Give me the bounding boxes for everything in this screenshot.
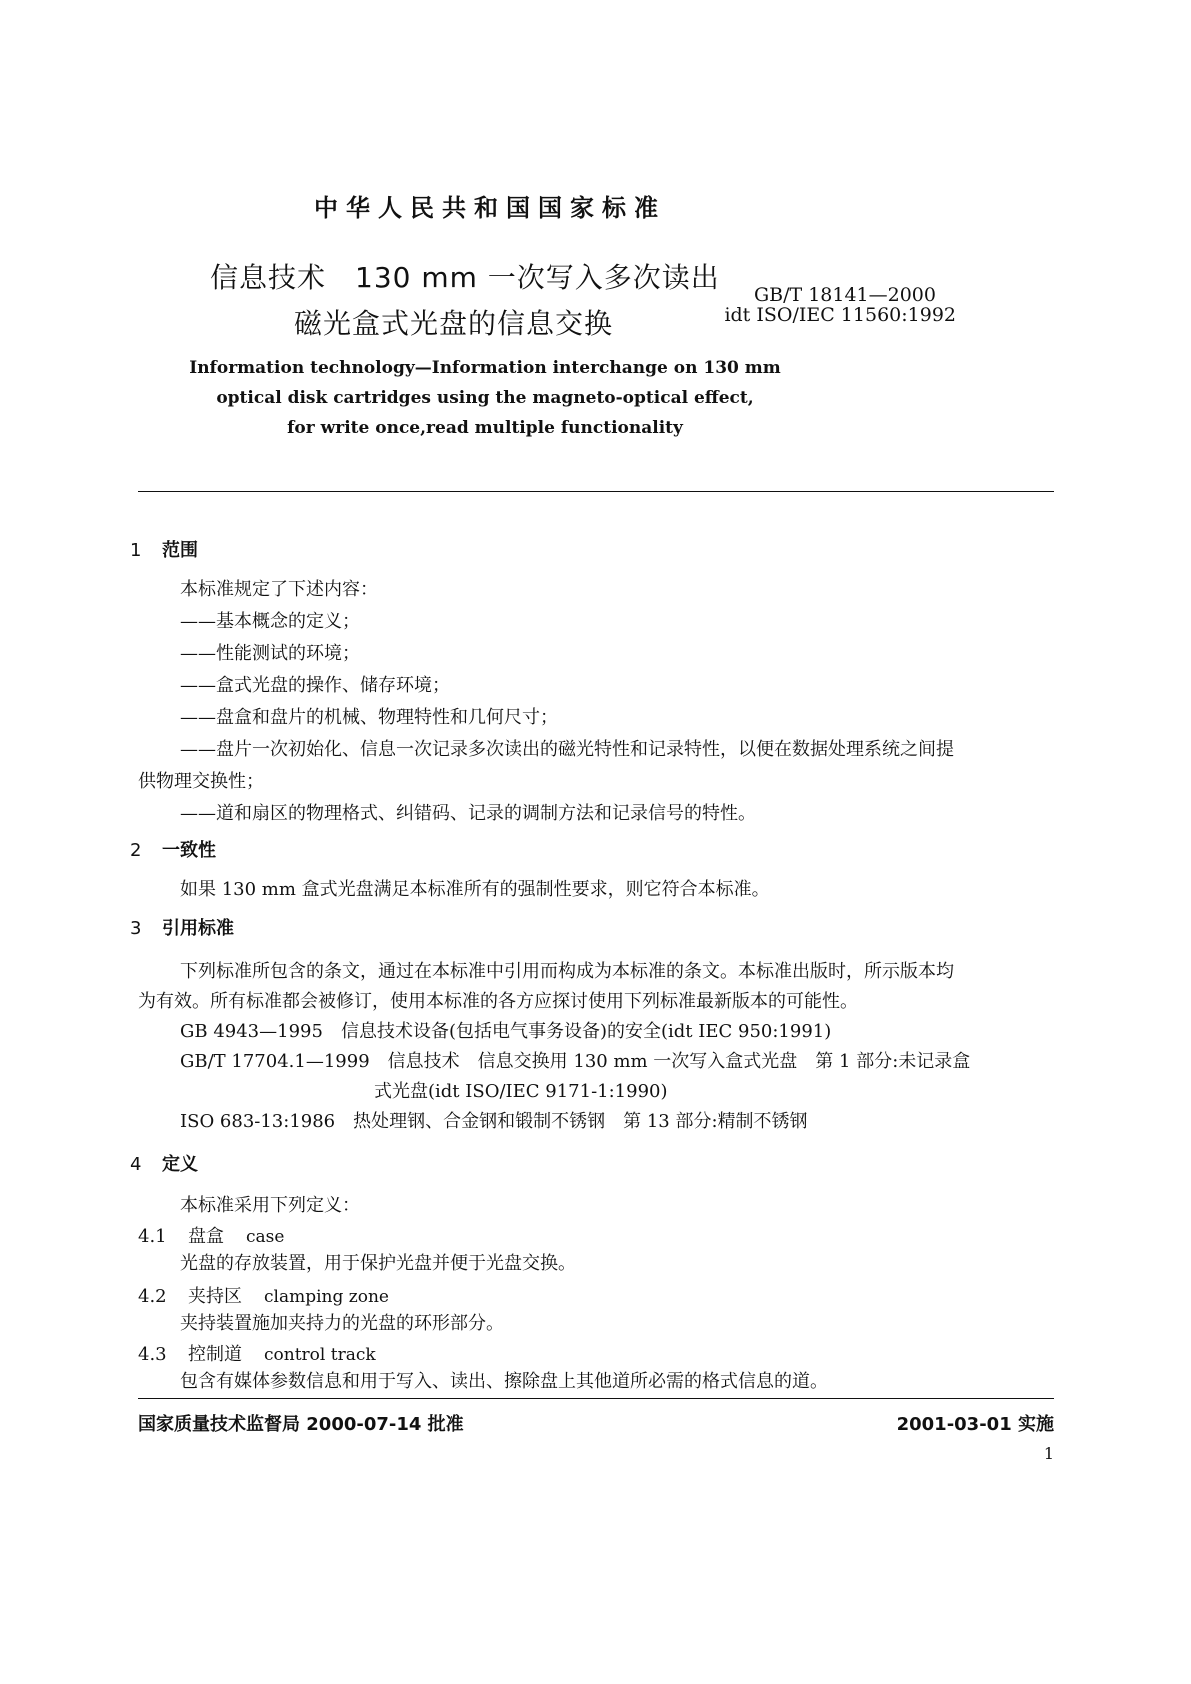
term-number: 4.3: [138, 1344, 167, 1365]
section-1-heading: [130, 536, 198, 562]
term-4-1: [138, 1222, 284, 1248]
term-en: control track: [264, 1345, 376, 1365]
section-1-intro: 本标准规定了下述内容：: [180, 579, 378, 600]
section-number: 2: [130, 840, 142, 861]
title-zh-line2: 磁光盒式光盘的信息交换: [294, 307, 614, 340]
approval-date: 国家质量技术监督局 2000-07-14 批准: [138, 1414, 464, 1435]
section-number: 3: [130, 918, 142, 939]
list-item: ——性能测试的环境；: [180, 643, 360, 664]
footer-divider: [138, 1398, 1054, 1399]
section-title: 一致性: [162, 840, 216, 861]
section-number: 1: [130, 540, 142, 561]
term-definition: 夹持装置施加夹持力的光盘的环形部分。: [180, 1313, 504, 1334]
term-zh: 夹持区: [188, 1286, 242, 1307]
reference-item: GB/T 17704.1—1999 信息技术 信息交换用 130 mm 一次写入盒式光盘 第 1 部分:未记录盒: [180, 1051, 971, 1072]
standard-equivalence: idt ISO/IEC 11560:1992: [724, 304, 956, 326]
reference-item-continuation: 式光盘(idt ISO/IEC 9171-1:1990): [374, 1081, 668, 1102]
section-3-heading: [130, 914, 234, 940]
term-number: 4.1: [138, 1226, 167, 1247]
section-2-body: 如果 130 mm 盒式光盘满足本标准所有的强制性要求，则它符合本标准。: [180, 879, 770, 900]
term-zh: 控制道: [188, 1344, 242, 1365]
term-en: clamping zone: [264, 1287, 389, 1307]
section-2-heading: [130, 836, 216, 862]
section-title: 引用标准: [162, 918, 234, 939]
section-4-heading: [130, 1150, 198, 1176]
term-number: 4.2: [138, 1286, 167, 1307]
section-3-body-line2: 为有效。所有标准都会被修订，使用本标准的各方应探讨使用下列标准最新版本的可能性。: [138, 991, 858, 1012]
section-4-intro: 本标准采用下列定义：: [180, 1195, 360, 1216]
term-en: case: [246, 1227, 285, 1247]
section-title: 定义: [162, 1154, 198, 1175]
header-divider: [138, 491, 1054, 492]
standard-code: GB/T 18141—2000: [753, 284, 936, 306]
list-item: ——基本概念的定义；: [180, 611, 360, 632]
title-zh-line1: 信息技术 130 mm 一次写入多次读出: [210, 261, 720, 294]
list-item: ——道和扇区的物理格式、纠错码、记录的调制方法和记录信号的特性。: [180, 803, 756, 824]
section-3-body-line1: 下列标准所包含的条文，通过在本标准中引用而构成为本标准的条文。本标准出版时，所示版本均: [180, 961, 954, 982]
term-4-2: [138, 1282, 389, 1308]
title-en-line3: for write once,read multiple functionality: [287, 418, 683, 438]
reference-item: ISO 683-13:1986 热处理钢、合金钢和锻制不锈钢 第 13 部分:精制不锈钢: [180, 1111, 808, 1132]
term-4-3: [138, 1340, 376, 1366]
list-item: ——盘片一次初始化、信息一次记录多次读出的磁光特性和记录特性，以便在数据处理系统之间提: [180, 739, 954, 760]
section-number: 4: [130, 1154, 142, 1175]
effective-date: 2001-03-01 实施: [896, 1414, 1054, 1435]
list-item: ——盒式光盘的操作、储存环境；: [180, 675, 450, 696]
term-zh: 盘盒: [188, 1226, 224, 1247]
section-title: 范围: [162, 540, 198, 561]
page-number: 1: [1043, 1444, 1054, 1463]
term-definition: 光盘的存放装置，用于保护光盘并便于光盘交换。: [180, 1253, 576, 1274]
list-item: ——盘盒和盘片的机械、物理特性和几何尺寸；: [180, 707, 558, 728]
title-en-line2: optical disk cartridges using the magneto-optical effect,: [216, 388, 754, 408]
list-item-continuation: 供物理交换性；: [138, 771, 264, 792]
title-en-line1: Information technology—Information interchange on 130 mm: [189, 358, 781, 378]
reference-item: GB 4943—1995 信息技术设备(包括电气事务设备)的安全(idt IEC 950:1991): [180, 1021, 832, 1042]
term-definition: 包含有媒体参数信息和用于写入、读出、擦除盘上其他道所必需的格式信息的道。: [180, 1371, 828, 1392]
national-standard-heading: 中华人民共和国国家标准: [314, 194, 666, 222]
